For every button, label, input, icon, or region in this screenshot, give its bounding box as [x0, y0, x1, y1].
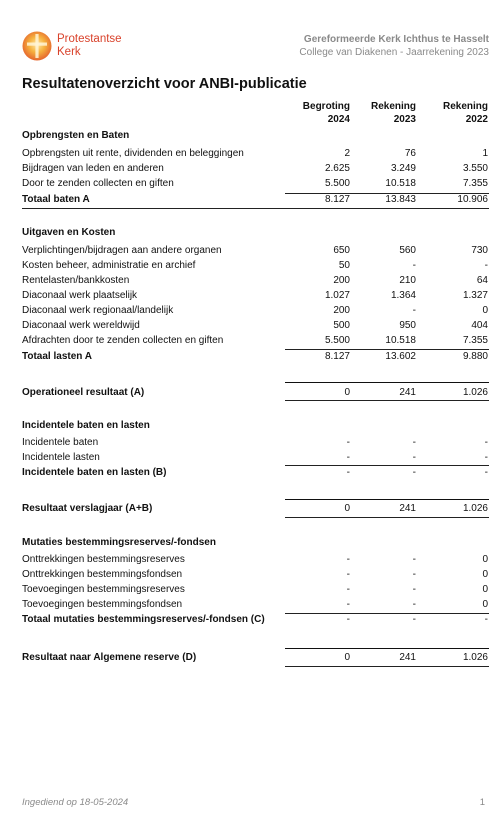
value-rekening-2023: - — [412, 599, 416, 610]
value-rekening-2023: - — [412, 305, 416, 316]
value-rekening-2022: 0 — [482, 305, 488, 316]
logo-line-1: Protestantse — [57, 33, 122, 45]
result-row-algemene-reserve — [22, 650, 488, 665]
value-rekening-2022: 10.906 — [457, 194, 488, 205]
value-begroting-2024: 2 — [344, 148, 350, 159]
value-rekening-2022: - — [484, 452, 488, 463]
section-heading-label: Uitgaven en Kosten — [22, 227, 116, 238]
table-row — [22, 333, 488, 348]
value-begroting-2024: - — [346, 569, 350, 580]
value-rekening-2023: 241 — [399, 652, 416, 663]
value-rekening-2023: - — [412, 614, 416, 625]
section-heading-mutaties — [22, 535, 488, 550]
value-begroting-2024: 1.027 — [324, 290, 350, 301]
value-begroting-2024: - — [346, 467, 350, 478]
value-begroting-2024: - — [346, 614, 350, 625]
value-rekening-2023: - — [412, 467, 416, 478]
value-rekening-2023: - — [412, 437, 416, 448]
table-row — [22, 303, 488, 318]
value-rekening-2023: - — [412, 554, 416, 565]
value-begroting-2024: 0 — [344, 503, 350, 514]
organization-subtitle: College van Diakenen - Jaarrekening 2023 — [299, 47, 489, 58]
value-begroting-2024: 8.127 — [324, 351, 350, 362]
section-heading-incidenteel — [22, 418, 488, 433]
row-label: Verplichtingen/bijdragen aan andere organen — [22, 245, 222, 256]
row-label: Resultaat naar Algemene reserve (D) — [22, 652, 197, 663]
table-row — [22, 552, 488, 567]
row-label: Diaconaal werk regionaal/landelijk — [22, 305, 174, 316]
total-row-baten — [22, 192, 488, 207]
table-row — [22, 161, 488, 176]
table-row — [22, 176, 488, 191]
row-label: Totaal lasten A — [22, 351, 93, 362]
section-heading-label: Incidentele baten en lasten — [22, 420, 150, 431]
table-row — [22, 450, 488, 465]
section-heading-lasten — [22, 225, 488, 240]
protestantse-kerk-logo-icon — [22, 31, 52, 61]
value-rekening-2023: 950 — [399, 320, 416, 331]
table-row — [22, 146, 488, 161]
table-row — [22, 582, 488, 597]
row-label: Kosten beheer, administratie en archief — [22, 260, 196, 271]
row-label: Opbrengsten uit rente, dividenden en beleggingen — [22, 148, 244, 159]
row-label: Totaal mutaties bestemmingsreserves/-fondsen (C) — [22, 614, 265, 625]
page-header — [0, 0, 501, 70]
row-label: Onttrekkingen bestemmingsfondsen — [22, 569, 183, 580]
column-header-line2: 2022 — [465, 114, 488, 125]
section-heading-label: Mutaties bestemmingsreserves/-fondsen — [22, 537, 216, 548]
value-rekening-2022: 0 — [482, 569, 488, 580]
row-label: Operationeel resultaat (A) — [22, 387, 145, 398]
row-label: Resultaat verslagjaar (A+B) — [22, 503, 153, 514]
value-rekening-2022: - — [484, 614, 488, 625]
value-rekening-2023: 210 — [399, 275, 416, 286]
value-begroting-2024: 8.127 — [324, 194, 350, 205]
organization-name: Gereformeerde Kerk Ichthus te Hasselt — [303, 34, 489, 45]
table-row — [22, 435, 488, 450]
value-rekening-2022: 1 — [482, 148, 488, 159]
value-rekening-2022: 404 — [471, 320, 488, 331]
value-rekening-2022: 9.880 — [462, 351, 488, 362]
value-begroting-2024: 650 — [333, 245, 350, 256]
column-header-begroting-2024 — [303, 100, 350, 126]
value-rekening-2022: 7.355 — [462, 178, 488, 189]
row-label: Incidentele baten en lasten (B) — [22, 467, 167, 478]
table-row — [22, 288, 488, 303]
value-begroting-2024: 5.500 — [324, 178, 350, 189]
result-rule — [285, 648, 489, 649]
value-rekening-2022: - — [484, 437, 488, 448]
value-rekening-2023: - — [412, 569, 416, 580]
column-header-line1: Rekening — [370, 101, 416, 112]
value-rekening-2023: 3.249 — [390, 163, 416, 174]
table-row — [22, 597, 488, 612]
value-begroting-2024: - — [346, 437, 350, 448]
value-begroting-2024: 50 — [338, 260, 350, 271]
value-rekening-2023: 76 — [404, 148, 416, 159]
section-heading-label: Opbrengsten en Baten — [22, 130, 130, 141]
value-rekening-2023: - — [412, 584, 416, 595]
value-rekening-2022: - — [484, 260, 488, 271]
value-begroting-2024: 0 — [344, 387, 350, 398]
total-row-lasten — [22, 349, 488, 364]
value-rekening-2023: 560 — [399, 245, 416, 256]
value-rekening-2023: - — [412, 260, 416, 271]
value-begroting-2024: 0 — [344, 652, 350, 663]
table-row — [22, 273, 488, 288]
section-rule — [22, 208, 489, 209]
page-number: 1 — [479, 797, 485, 808]
result-row-operationeel — [22, 385, 488, 400]
row-label: Diaconaal werk wereldwijd — [22, 320, 140, 331]
column-header-rekening-2023 — [371, 100, 416, 126]
value-rekening-2023: - — [412, 452, 416, 463]
value-begroting-2024: 2.625 — [324, 163, 350, 174]
value-begroting-2024: 200 — [333, 275, 350, 286]
value-rekening-2023: 10.518 — [385, 178, 416, 189]
value-rekening-2022: - — [484, 467, 488, 478]
table-row — [22, 243, 488, 258]
table-row — [22, 258, 488, 273]
column-header-line2: 2024 — [327, 114, 350, 125]
row-label: Diaconaal werk plaatselijk — [22, 290, 138, 301]
row-label: Rentelasten/bankkosten — [22, 275, 130, 286]
value-rekening-2022: 0 — [482, 599, 488, 610]
organization-block — [299, 33, 489, 59]
column-header-line2: 2023 — [393, 114, 416, 125]
value-rekening-2022: 0 — [482, 554, 488, 565]
page-title: Resultatenoverzicht voor ANBI-publicatie — [22, 76, 307, 92]
table-row — [22, 567, 488, 582]
value-rekening-2023: 13.843 — [385, 194, 416, 205]
value-rekening-2022: 730 — [471, 245, 488, 256]
column-header-line1: Begroting — [302, 101, 350, 112]
value-begroting-2024: - — [346, 452, 350, 463]
value-begroting-2024: 200 — [333, 305, 350, 316]
column-header-line1: Rekening — [442, 101, 488, 112]
value-rekening-2022: 3.550 — [462, 163, 488, 174]
value-rekening-2022: 1.026 — [462, 503, 488, 514]
row-label: Incidentele lasten — [22, 452, 100, 463]
value-rekening-2022: 1.026 — [462, 387, 488, 398]
row-label: Bijdragen van leden en anderen — [22, 163, 164, 174]
value-rekening-2023: 1.364 — [390, 290, 416, 301]
result-rule — [285, 517, 489, 518]
table-row — [22, 318, 488, 333]
value-begroting-2024: 500 — [333, 320, 350, 331]
row-label: Onttrekkingen bestemmingsreserves — [22, 554, 185, 565]
section-heading-baten — [22, 128, 488, 143]
column-header-rekening-2022 — [443, 100, 488, 126]
row-label: Totaal baten A — [22, 194, 90, 205]
value-begroting-2024: - — [346, 599, 350, 610]
result-rule — [285, 400, 489, 401]
row-label: Toevoegingen bestemmingsreserves — [22, 584, 185, 595]
row-label: Afdrachten door te zenden collecten en giften — [22, 335, 224, 346]
row-label: Door te zenden collecten en giften — [22, 178, 174, 189]
value-rekening-2022: 64 — [476, 275, 488, 286]
row-label: Incidentele baten — [22, 437, 99, 448]
value-begroting-2024: 5.500 — [324, 335, 350, 346]
value-begroting-2024: - — [346, 554, 350, 565]
result-rule — [285, 499, 489, 500]
result-rule — [285, 666, 489, 667]
value-rekening-2023: 241 — [399, 503, 416, 514]
value-rekening-2023: 13.602 — [385, 351, 416, 362]
result-row-verslagjaar — [22, 501, 488, 516]
value-rekening-2022: 1.327 — [462, 290, 488, 301]
logo-line-2: Kerk — [57, 46, 81, 58]
result-rule — [285, 382, 489, 383]
total-row-mutaties — [22, 612, 488, 627]
submitted-date: Ingediend op 18-05-2024 — [22, 797, 129, 808]
value-begroting-2024: - — [346, 584, 350, 595]
value-rekening-2022: 0 — [482, 584, 488, 595]
value-rekening-2022: 1.026 — [462, 652, 488, 663]
logo-wordmark — [57, 33, 122, 59]
value-rekening-2023: 10.518 — [385, 335, 416, 346]
value-rekening-2023: 241 — [399, 387, 416, 398]
total-row-incidenteel — [22, 465, 488, 480]
value-rekening-2022: 7.355 — [462, 335, 488, 346]
row-label: Toevoegingen bestemmingsfondsen — [22, 599, 183, 610]
